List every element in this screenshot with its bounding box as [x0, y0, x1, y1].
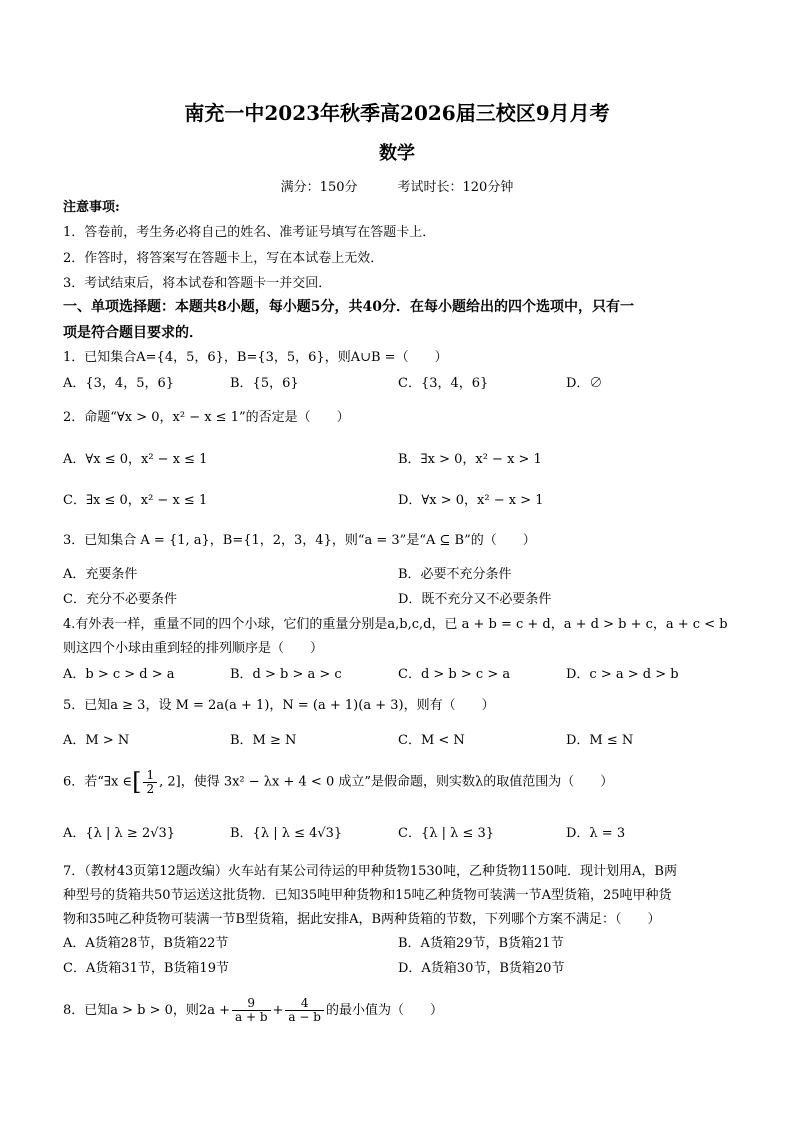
q1-option-a[interactable]: A．{3，4，5，6} [63, 376, 175, 391]
exam-meta [0, 176, 794, 195]
q6-option-d[interactable]: D．λ = 3 [566, 826, 626, 841]
q6-option-b[interactable]: B．{λ | λ ≤ 4√3} [230, 826, 343, 841]
q2-option-c[interactable]: C．∃x ≤ 0，x² − x ≤ 1 [63, 493, 208, 508]
q6-option-c[interactable]: C．{λ | λ ≤ 3} [398, 826, 495, 841]
q2-option-d[interactable]: D．∀x > 0，x² − x > 1 [398, 493, 544, 508]
full-score: 满分：150分 [280, 180, 358, 195]
q5-option-a[interactable]: A．M > N [63, 733, 130, 748]
q8-plus: + [272, 1003, 284, 1018]
q8-fraction-2-num: 4 [285, 997, 324, 1011]
q7-option-c[interactable]: C．A货箱31节，B货箱19节 [63, 961, 229, 976]
q6-fraction-den: 2 [146, 781, 155, 796]
q6-stem [63, 768, 613, 797]
q4-option-b[interactable]: B．d > b > a > c [230, 667, 342, 682]
q8-fraction-1-num: 9 [232, 997, 271, 1011]
q2-stem: 2．命题“∀x > 0，x² − x ≤ 1”的否定是（ ） [63, 410, 350, 425]
q4-stem-line2: 则这四个小球由重到轻的排列顺序是（ ） [63, 641, 324, 656]
q8-stem-pre: 8．已知a > b > 0，则2a + [63, 1003, 230, 1018]
q4-option-c[interactable]: C．d > b > c > a [398, 667, 511, 682]
q8-stem-post: 的最小值为（ ） [325, 1003, 443, 1018]
notice-item-3: 3．考试结束后，将本试卷和答题卡一并交回． [63, 276, 332, 291]
q6-interval-rest: , 2] [159, 774, 181, 790]
q6-interval-open: [ [132, 768, 142, 796]
q7-option-d[interactable]: D．A货箱30节，B货箱20节 [398, 961, 565, 976]
q8-fraction-1-den: a + b [234, 1010, 268, 1024]
q4-option-a[interactable]: A．b > c > d > a [63, 667, 175, 682]
section1-heading-line2: 项是符合题目要求的． [63, 325, 203, 341]
q1-option-c[interactable]: C．{3，4，6} [398, 376, 489, 391]
q3-option-a[interactable]: A．充要条件 [63, 567, 138, 582]
q6-fraction-num: 1 [143, 769, 157, 783]
q2-option-a[interactable]: A．∀x ≤ 0，x² − x ≤ 1 [63, 452, 208, 467]
q6-fraction [143, 769, 157, 796]
q3-option-d[interactable]: D．既不充分又不必要条件 [398, 592, 552, 607]
notice-heading: 注意事项: [63, 200, 120, 215]
exam-title: 南充一中2023年秋季高2026届三校区9月月考 [184, 101, 610, 125]
q4-option-d[interactable]: D．c > a > d > b [566, 667, 679, 682]
notice-item-2: 2．作答时，将答案写在答题卡上，写在本试卷上无效． [63, 251, 384, 266]
q7-stem-line1: 7．（教材43页第12题改编）火车站有某公司待运的甲种货物1530吨，乙种货物1150吨．现计划用A，B两 [63, 864, 677, 879]
q1-option-b[interactable]: B．{5，6} [230, 376, 299, 391]
q8-fraction-1 [232, 997, 271, 1024]
q7-option-a[interactable]: A．A货箱28节，B货箱22节 [63, 936, 229, 951]
q8-stem [63, 994, 443, 1028]
duration: 考试时长：120分钟 [397, 180, 514, 195]
q5-option-c[interactable]: C．M < N [398, 733, 465, 748]
q7-stem-line2: 种型号的货箱共50节运送这批货物．已知35吨甲种货物和15吨乙种货物可装满一节A型货箱，25吨甲种货 [63, 888, 672, 903]
q5-stem: 5．已知a ≥ 3，设 M = 2a(a + 1)，N = (a + 1)(a + 3)，则有（ ） [63, 698, 495, 713]
q7-stem-line3: 物和35吨乙种货物可装满一节B型货箱，据此安排A，B两种货箱的节数，下列哪个方案不满足：（ ） [63, 912, 661, 927]
q8-fraction-2-den: a − b [288, 1010, 321, 1024]
q1-option-d[interactable]: D．∅ [566, 376, 603, 391]
notice-item-1: 1．答卷前，考生务必将自己的姓名、准考证号填写在答题卡上． [63, 225, 436, 240]
subject-title: 数学 [379, 143, 415, 164]
q1-stem: 1．已知集合A={4，5，6}，B={3，5，6}，则A∪B =（ ） [63, 350, 448, 365]
q4-stem-line1: 4.有外表一样，重量不同的四个小球，它们的重量分别是a,b,c,d，已 a + b = c + d，a + d > b + c，a + c < b [63, 617, 728, 632]
q3-stem: 3．已知集合 A = {1, a}，B={1，2，3，4}，则“a = 3”是“A ⊆ B”的（ ） [63, 533, 536, 548]
q5-option-b[interactable]: B．M ≥ N [230, 733, 297, 748]
section1-heading-line1: 一、单项选择题：本题共8小题，每小题5分，共40分．在每小题给出的四个选项中，只有一 [63, 299, 634, 315]
q6-stem-pre: 6．若“∃x ∈ [63, 774, 133, 790]
q5-option-d[interactable]: D．M ≤ N [566, 733, 634, 748]
q8-fraction-2 [285, 997, 324, 1024]
q7-option-b[interactable]: B．A货箱29节，B货箱21节 [398, 936, 564, 951]
q6-option-a[interactable]: A．{λ | λ ≥ 2√3} [63, 826, 176, 841]
q6-stem-post: ，使得 3x² − λx + 4 < 0 成立”是假命题，则实数λ的取值范围为（ ） [180, 774, 614, 790]
q3-option-b[interactable]: B．必要不充分条件 [398, 567, 512, 582]
q2-option-b[interactable]: B．∃x > 0，x² − x > 1 [398, 452, 542, 467]
q3-option-c[interactable]: C．充分不必要条件 [63, 592, 177, 607]
